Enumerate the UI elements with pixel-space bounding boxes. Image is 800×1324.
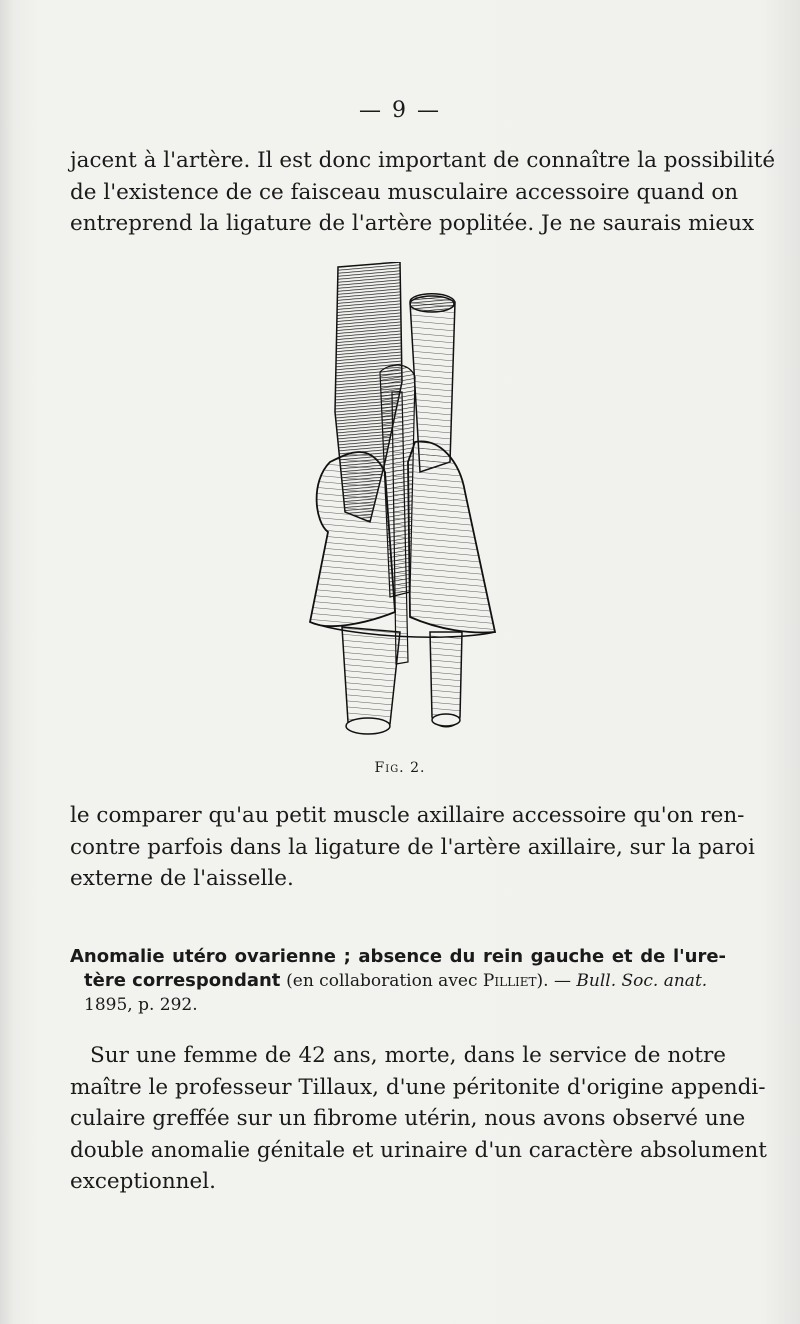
reference-collab-suffix: ). — [536,971,577,991]
paragraph-comparison [70,800,755,895]
paragraph-case [70,1040,767,1198]
reference-collab-prefix: (en collaboration avec [286,971,483,991]
text-line: exceptionnel. [70,1169,216,1194]
paragraph-intro [70,145,776,240]
reference-year-page: 1895, p. 292. [84,995,198,1015]
text-line: maître le professeur Tillaux, d'une péritonite d'origine appendi- [70,1074,766,1100]
text-line: jacent à l'artère. Il est donc important de connaître la possibilité [70,148,776,173]
reference-title: Anomalie utéro ovarienne ; absence du rein gauche et de l'ure- [70,946,726,967]
text-line: entreprend la ligature de l'artère poplitée. Je ne saurais mieux [70,211,755,236]
text-line: externe de l'aisselle. [70,866,294,891]
text-line: Sur une femme de 42 ans, morte, dans le service de notre [90,1043,726,1068]
reference-title-end: tère correspondant [84,970,281,991]
text-line: le comparer qu'au petit muscle axillaire accessoire qu'on ren- [70,803,745,828]
reference-line [70,969,726,993]
page-number: — 9 — [359,98,441,123]
reference-collaborator: Pilliet [482,971,537,991]
bibliographic-reference [70,945,726,1017]
text-line: contre parfois dans la ligature de l'artère axillaire, sur la paroi [70,834,755,860]
text-line: double anomalie génitale et urinaire d'un caractère absolument [70,1137,767,1163]
figure-caption: Fig. 2. [374,760,426,776]
text-line: culaire greffée sur un fibrome utérin, nous avons observé une [70,1106,746,1131]
reference-journal: Bull. Soc. anat. [576,971,708,991]
anatomical-figure [290,262,505,747]
text-line: de l'existence de ce faisceau musculaire accessoire quand on [70,179,739,205]
